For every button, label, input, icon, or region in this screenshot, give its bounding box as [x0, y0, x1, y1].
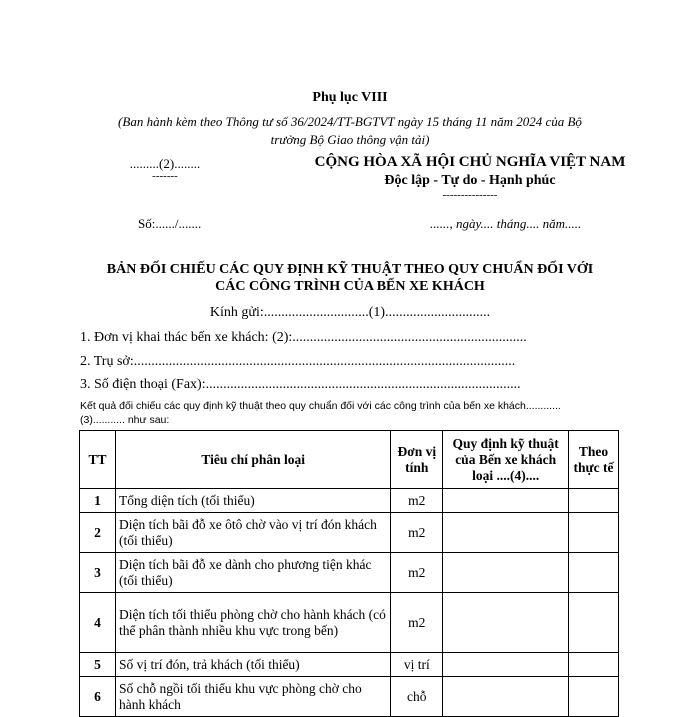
- row-number: 2: [80, 513, 116, 553]
- appendix-subtitle-line2: trưởng Bộ Giao thông vận tải): [270, 132, 430, 147]
- country-name: CỘNG HÒA XÃ HỘI CHỦ NGHĨA VIỆT NAM: [314, 154, 626, 170]
- row-number: 1: [80, 489, 116, 513]
- row-actual-cell: [569, 553, 619, 593]
- national-motto: Độc lập - Tự do - Hạnh phúc: [384, 173, 556, 188]
- row-number: 4: [80, 593, 116, 653]
- header-regulation: Quy định kỹ thuật của Bến xe khách loại ....(4)....: [443, 431, 569, 489]
- row-criteria: Diện tích bãi đỗ xe ôtô chờ vào vị trí đón khách (tối thiểu): [115, 513, 390, 553]
- header-unit: Đơn vị tính: [391, 431, 443, 489]
- table-row: [80, 593, 619, 653]
- row-regulation-cell: [443, 677, 569, 717]
- table-row: [80, 653, 619, 677]
- table-row: [80, 677, 619, 717]
- document-number: Số:....../.......: [138, 216, 202, 231]
- header-criteria: Tiêu chí phân loại: [115, 431, 390, 489]
- row-unit: m2: [391, 489, 443, 513]
- row-unit: m2: [391, 593, 443, 653]
- result-intro-line1: Kết quả đối chiếu các quy định kỹ thuật theo quy chuẩn đối với các công trình của bến xe khách............: [80, 400, 561, 412]
- row-criteria: Số chỗ ngồi tối thiểu khu vực phòng chờ cho hành khách: [115, 677, 390, 717]
- row-unit: m2: [391, 513, 443, 553]
- row-criteria: Diện tích tối thiểu phòng chờ cho hành khách (có thể phân thành nhiều khu vực trong bến): [115, 593, 390, 653]
- row-regulation-cell: [443, 593, 569, 653]
- document-heading-line2: CÁC CÔNG TRÌNH CỦA BẾN XE KHÁCH: [215, 279, 485, 294]
- row-actual-cell: [569, 513, 619, 553]
- place-date: ......, ngày.... tháng.... năm.....: [430, 216, 582, 231]
- row-regulation-cell: [443, 553, 569, 593]
- table-row: [80, 553, 619, 593]
- result-intro-line2: (3)........... như sau:: [80, 414, 170, 426]
- recipient-line: Kính gửi:..............................(1)..............................: [209, 305, 491, 320]
- row-regulation-cell: [443, 489, 569, 513]
- row-number: 5: [80, 653, 116, 677]
- row-actual-cell: [569, 489, 619, 513]
- operator-field: 1. Đơn vị khai thác bến xe khách: (2):...................................................................: [80, 330, 527, 345]
- header-tt: TT: [80, 431, 116, 489]
- appendix-title: Phụ lục VIII: [312, 90, 388, 105]
- motto-divider: ---------------: [442, 189, 498, 201]
- header-actual: Theo thực tế: [569, 431, 619, 489]
- appendix-subtitle-line1: (Ban hành kèm theo Thông tư số 36/2024/TT-BGTVT ngày 15 tháng 11 năm 2024 của Bộ: [118, 114, 582, 129]
- phone-field: 3. Số điện thoại (Fax):..........................................................................................: [80, 377, 521, 392]
- row-unit: chỗ: [391, 677, 443, 717]
- row-actual-cell: [569, 593, 619, 653]
- row-regulation-cell: [443, 513, 569, 553]
- row-criteria: Diện tích bãi đỗ xe dành cho phương tiện khác (tối thiểu): [115, 553, 390, 593]
- row-number: 3: [80, 553, 116, 593]
- comparison-table: [79, 430, 619, 717]
- table-row: [80, 489, 619, 513]
- organization-divider: -------: [152, 170, 178, 182]
- row-unit: m2: [391, 553, 443, 593]
- row-criteria: Tổng diện tích (tối thiểu): [115, 489, 390, 513]
- organization-code: .........(2)........: [129, 156, 201, 171]
- table-row: [80, 513, 619, 553]
- headquarters-field: 2. Trụ sở:.............................................................................................................: [80, 354, 516, 369]
- table-header-row: [80, 431, 619, 489]
- row-actual-cell: [569, 653, 619, 677]
- row-unit: vị trí: [391, 653, 443, 677]
- row-actual-cell: [569, 677, 619, 717]
- document-heading-line1: BẢN ĐỐI CHIẾU CÁC QUY ĐỊNH KỸ THUẬT THEO QUY CHUẨN ĐỐI VỚI: [106, 262, 594, 277]
- row-regulation-cell: [443, 653, 569, 677]
- row-criteria: Số vị trí đón, trả khách (tối thiểu): [115, 653, 390, 677]
- row-number: 6: [80, 677, 116, 717]
